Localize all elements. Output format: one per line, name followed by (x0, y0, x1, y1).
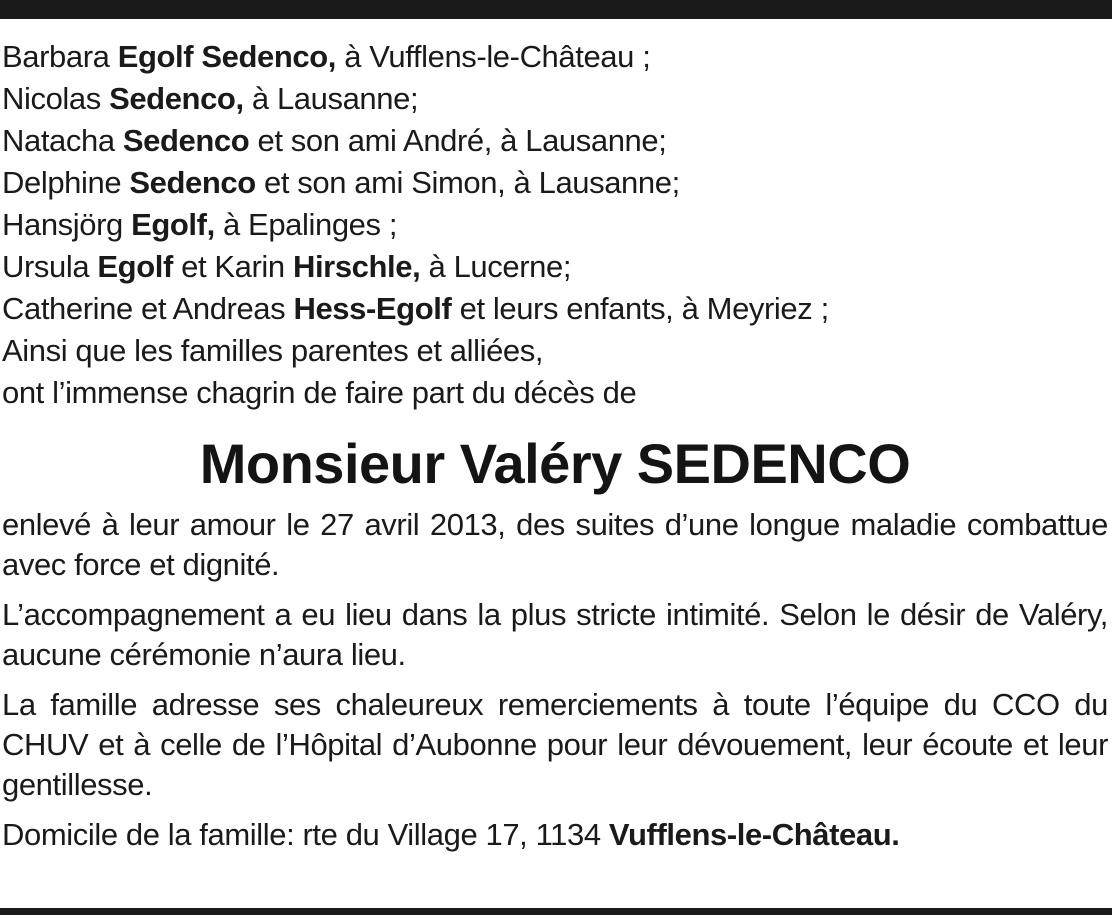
family-surname: Egolf, (131, 207, 215, 242)
family-surname: Egolf Sedenco, (117, 39, 337, 74)
deceased-name: Monsieur Valéry SEDENCO (199, 432, 911, 495)
family-surname: Egolf (97, 249, 173, 284)
family-line (2, 246, 1108, 288)
relatives-text: Ainsi que les familles parentes et alliées, (2, 333, 544, 368)
family-member-text: Nicolas (2, 81, 110, 116)
family-list (2, 36, 1108, 414)
family-location-text: à Lausanne; (243, 81, 419, 116)
family-surname: Sedenco (129, 165, 256, 200)
family-location-text: et leurs enfants, à Meyriez ; (451, 291, 829, 326)
family-member-text: Barbara (2, 39, 118, 74)
family-surname: Hirschle, (292, 249, 421, 284)
top-rule (0, 0, 1112, 19)
family-line (2, 162, 1108, 204)
family-member-text: Hansjörg (2, 207, 132, 242)
family-line (2, 120, 1108, 162)
family-member-text: Ursula (2, 249, 98, 284)
family-line (2, 78, 1108, 120)
family-location-text: et son ami André, à Lausanne; (249, 123, 667, 158)
family-line (2, 204, 1108, 246)
family-member-text: Catherine et Andreas (2, 291, 294, 326)
family-location-text: et son ami Simon, à Lausanne; (255, 165, 680, 200)
family-line (2, 288, 1108, 330)
family-location-text: à Epalinges ; (214, 207, 398, 242)
family-line (2, 36, 1108, 78)
family-line (2, 330, 1108, 372)
family-member-text: Natacha (2, 123, 123, 158)
death-circumstances-paragraph: enlevé à leur amour le 27 avril 2013, des suites d’une longue maladie combattue avec force et dignité. (2, 507, 1108, 582)
family-surname: Sedenco, (109, 81, 244, 116)
thanks-paragraph: La famille adresse ses chaleureux remerciements à toute l’équipe du CCO du CHUV et à celle de l’Hôpital d’Aubonne pour leur dévouement, leur écoute et leur gentillesse. (2, 687, 1108, 802)
family-location-text: à Vufflens-le-Château ; (336, 39, 651, 74)
family-line (2, 372, 1108, 414)
address-town: Vufflens-le-Château. (608, 817, 900, 852)
family-address (2, 815, 1108, 855)
announcement-text: ont l’immense chagrin de faire part du décès de (2, 375, 637, 410)
family-surname: Sedenco (122, 123, 250, 158)
ceremony-paragraph: L’accompagnement a eu lieu dans la plus stricte intimité. Selon le désir de Valéry, aucune cérémonie n’aura lieu. (2, 597, 1108, 672)
family-member-text: et Karin (172, 249, 293, 284)
bottom-rule (0, 908, 1112, 915)
obituary-notice (2, 36, 1108, 865)
family-location-text: à Lucerne; (420, 249, 572, 284)
family-surname: Hess-Egolf (293, 291, 452, 326)
address-text: Domicile de la famille: rte du Village 17, 1134 (2, 817, 609, 852)
family-member-text: Delphine (2, 165, 130, 200)
